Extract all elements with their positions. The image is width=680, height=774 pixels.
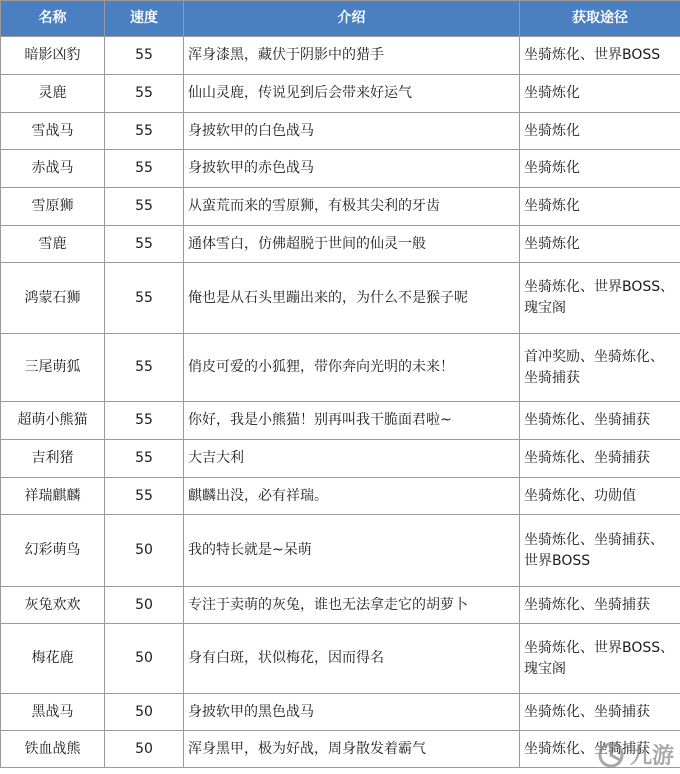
cell-source: 首冲奖励、坐骑炼化、坐骑捕获 — [520, 334, 680, 402]
cell-source: 坐骑炼化、坐骑捕获 — [520, 731, 680, 768]
table-row — [1, 113, 680, 150]
table-row — [1, 226, 680, 263]
cell-name: 祥瑞麒麟 — [1, 478, 105, 515]
table-row — [1, 515, 680, 587]
header-speed: 速度 — [105, 1, 184, 37]
table-row — [1, 37, 680, 75]
cell-intro: 俏皮可爱的小狐狸，带你奔向光明的未来！ — [184, 334, 520, 402]
cell-name: 梅花鹿 — [1, 624, 105, 694]
cell-source: 坐骑炼化 — [520, 188, 680, 226]
cell-name: 灵鹿 — [1, 75, 105, 113]
cell-source: 坐骑炼化、坐骑捕获 — [520, 440, 680, 478]
cell-speed: 50 — [105, 587, 184, 624]
table-row — [1, 188, 680, 226]
cell-source: 坐骑炼化、世界BOSS — [520, 37, 680, 75]
cell-name: 超萌小熊猫 — [1, 402, 105, 440]
cell-source: 坐骑炼化、坐骑捕获 — [520, 402, 680, 440]
cell-name: 暗影凶豹 — [1, 37, 105, 75]
cell-intro: 仙山灵鹿，传说见到后会带来好运气 — [184, 75, 520, 113]
cell-source: 坐骑炼化、世界BOSS、瑰宝阁 — [520, 624, 680, 694]
header-name: 名称 — [1, 1, 105, 37]
cell-source: 坐骑炼化、坐骑捕获 — [520, 694, 680, 731]
table-row — [1, 731, 680, 768]
cell-name: 吉利猪 — [1, 440, 105, 478]
cell-name: 灰兔欢欢 — [1, 587, 105, 624]
cell-intro: 大吉大利 — [184, 440, 520, 478]
cell-speed: 50 — [105, 515, 184, 587]
cell-intro: 身披软甲的赤色战马 — [184, 150, 520, 188]
cell-source: 坐骑炼化 — [520, 150, 680, 188]
cell-speed: 50 — [105, 731, 184, 768]
cell-speed: 55 — [105, 188, 184, 226]
cell-source: 坐骑炼化 — [520, 113, 680, 150]
table-row — [1, 694, 680, 731]
cell-name: 雪原狮 — [1, 188, 105, 226]
table-row — [1, 402, 680, 440]
watermark-text: 九游 — [629, 744, 674, 769]
cell-source: 坐骑炼化、坐骑捕获 — [520, 587, 680, 624]
cell-name: 幻彩萌鸟 — [1, 515, 105, 587]
table-row — [1, 624, 680, 694]
cell-source: 坐骑炼化 — [520, 75, 680, 113]
cell-name: 三尾萌狐 — [1, 334, 105, 402]
cell-intro: 浑身漆黑，藏伏于阴影中的猎手 — [184, 37, 520, 75]
cell-source: 坐骑炼化、世界BOSS、瑰宝阁 — [520, 263, 680, 334]
cell-source: 坐骑炼化、坐骑捕获、世界BOSS — [520, 515, 680, 587]
cell-name: 黑战马 — [1, 694, 105, 731]
table-row — [1, 263, 680, 334]
cell-intro: 通体雪白，仿佛超脱于世间的仙灵一般 — [184, 226, 520, 263]
table-row — [1, 587, 680, 624]
cell-intro: 你好，我是小熊猫！别再叫我干脆面君啦~ — [184, 402, 520, 440]
cell-intro: 麒麟出没，必有祥瑞。 — [184, 478, 520, 515]
cell-speed: 55 — [105, 150, 184, 188]
cell-intro: 浑身黑甲，极为好战，周身散发着霸气 — [184, 731, 520, 768]
cell-name: 鸿蒙石狮 — [1, 263, 105, 334]
cell-speed: 55 — [105, 37, 184, 75]
cell-intro: 身有白斑，状似梅花，因而得名 — [184, 624, 520, 694]
cell-intro: 专注于卖萌的灰兔，谁也无法拿走它的胡萝卜 — [184, 587, 520, 624]
cell-name: 雪战马 — [1, 113, 105, 150]
cell-speed: 50 — [105, 624, 184, 694]
cell-intro: 身披软甲的白色战马 — [184, 113, 520, 150]
table-row — [1, 478, 680, 515]
watermark — [596, 739, 674, 770]
cell-intro: 俺也是从石头里蹦出来的，为什么不是猴子呢 — [184, 263, 520, 334]
table-row — [1, 334, 680, 402]
cell-speed: 55 — [105, 263, 184, 334]
table-header-row — [1, 1, 680, 37]
table-row — [1, 440, 680, 478]
cell-speed: 55 — [105, 440, 184, 478]
cell-speed: 55 — [105, 75, 184, 113]
cell-speed: 55 — [105, 226, 184, 263]
nine-game-logo-icon — [596, 740, 626, 770]
cell-intro: 从蛮荒而来的雪原狮，有极其尖利的牙齿 — [184, 188, 520, 226]
cell-speed: 55 — [105, 334, 184, 402]
cell-source: 坐骑炼化 — [520, 226, 680, 263]
cell-name: 赤战马 — [1, 150, 105, 188]
cell-intro: 我的特长就是~呆萌 — [184, 515, 520, 587]
table-row — [1, 75, 680, 113]
header-source: 获取途径 — [520, 1, 680, 37]
cell-speed: 50 — [105, 694, 184, 731]
cell-speed: 55 — [105, 402, 184, 440]
cell-source: 坐骑炼化、功勋值 — [520, 478, 680, 515]
cell-name: 雪鹿 — [1, 226, 105, 263]
cell-speed: 55 — [105, 113, 184, 150]
header-intro: 介绍 — [184, 1, 520, 37]
cell-intro: 身披软甲的黑色战马 — [184, 694, 520, 731]
table-row — [1, 150, 680, 188]
cell-name: 铁血战熊 — [1, 731, 105, 768]
cell-speed: 55 — [105, 478, 184, 515]
